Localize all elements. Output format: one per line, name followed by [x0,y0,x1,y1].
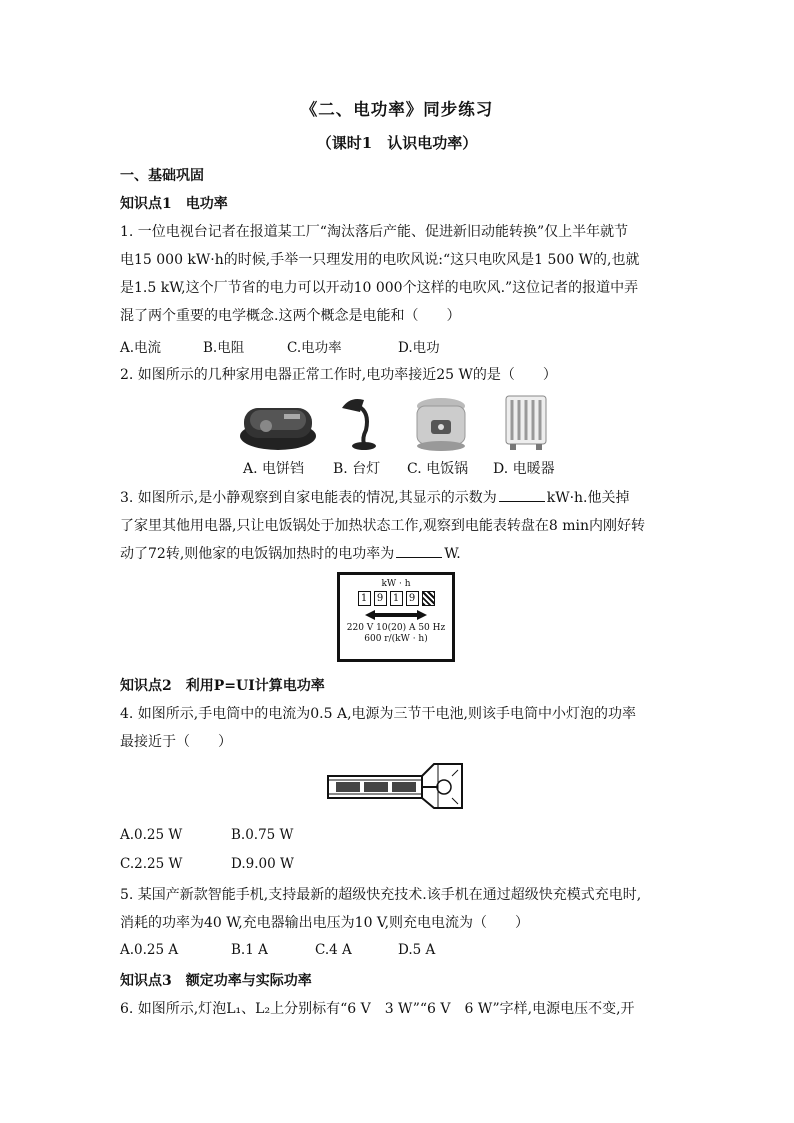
q2-text: 2. 如图所示的几种家用电器正常工作时,电功率接近25 W的是（ ） [120,367,557,383]
q3-line-3-b: W. [444,546,461,562]
caption-griddle: A. 电饼铛 [243,461,305,477]
meter-digit: 9 [406,591,419,606]
rice-cooker-image [413,394,469,452]
meter-spec-2: 600 r/(kW · h) [364,634,428,644]
meter-spec-1: 220 V 10(20) A 50 Hz [346,623,446,633]
knowledge-point-3: 知识点3 额定功率与实际功率 [120,973,312,989]
q4-option-a: A.0.25 W [120,827,183,843]
oil-heater-image [500,392,552,452]
caption-desk-lamp: B. 台灯 [333,461,381,477]
q1-line-4: 混了两个重要的电学概念.这两个概念是电能和（ ） [120,308,461,324]
knowledge-point-1: 知识点1 电功率 [120,196,228,212]
q1-option-a: A.电流 [120,340,162,356]
meter-digit: 1 [358,591,371,606]
meter-digit: 9 [374,591,387,606]
q3-line-1-b: kW·h.他关掉 [546,490,630,506]
q1-option-b: B.电阻 [203,340,245,356]
q5-option-d: D.5 A [398,942,436,958]
q4-line-2: 最接近于（ ） [120,734,232,750]
q1-option-d: D.电功 [398,340,440,356]
knowledge-point-2: 知识点2 利用P=UI计算电功率 [120,678,325,694]
q4-option-b: B.0.75 W [231,827,294,843]
q6-line-1: 6. 如图所示,灯泡L₁、L₂上分别标有“6 V 3 W”“6 V 6 W”字样,电源电压不变,开 [120,1001,635,1017]
q4-option-c: C.2.25 W [120,856,183,872]
q3-line-1 [120,487,630,507]
flashlight-diagram [326,762,466,810]
section-heading: 一、基础巩固 [120,168,204,184]
q1-option-c: C.电功率 [287,340,342,356]
q4-line-1: 4. 如图所示,手电筒中的电流为0.5 A,电源为三节干电池,则该手电筒中小灯泡的功率 [120,706,636,722]
meter-unit: kW · h [381,579,411,589]
q5-line-2: 消耗的功率为40 W,充电器输出电压为10 V,则充电电流为（ ） [120,915,530,931]
q4-option-d: D.9.00 W [231,856,294,872]
meter-decimal-digit [422,591,435,606]
q5-option-a: A.0.25 A [120,942,179,958]
q5-line-1: 5. 某国产新款智能手机,支持最新的超级快充技术.该手机在通过超级快充模式充电时, [120,887,642,903]
answer-blank-power[interactable] [396,543,442,558]
answer-blank-reading[interactable] [499,487,545,502]
q3-line-3-a: 动了72转,则他家的电饭锅加热时的电功率为 [120,546,395,562]
q1-line-2: 电15 000 kW·h的时候,手举一只理发用的电吹风说:“这只电吹风是1 500 W的,也就 [120,252,640,268]
griddle-image [238,396,318,452]
q3-line-1-a: 3. 如图所示,是小静观察到自家电能表的情况,其显示的示数为 [120,490,497,506]
caption-rice-cooker: C. 电饭锅 [407,461,469,477]
q5-option-c: C.4 A [315,942,352,958]
lesson-subtitle: （课时1 认识电功率） [316,134,478,152]
q1-line-3: 是1.5 kW,这个厂节省的电力可以开动10 000个这样的电吹风.”这位记者的报道中弄 [120,280,639,296]
q1-line-1: 1. 一位电视台记者在报道某工厂“淘汰落后产能、促进新旧动能转换”仅上半年就节 [120,224,629,240]
q3-line-2: 了家里其他用电器,只让电饭锅处于加热状态工作,观察到电能表转盘在8 min内刚好转 [120,518,646,534]
q3-line-3 [120,543,461,563]
meter-digit: 1 [390,591,403,606]
caption-heater: D. 电暖器 [493,461,555,477]
meter-digits [340,591,452,606]
energy-meter-figure [337,572,455,662]
document-title: 《二、电功率》同步练习 [300,100,494,119]
meter-disc-arrow-icon [361,609,431,621]
q5-option-b: B.1 A [231,942,268,958]
desk-lamp-image [336,394,384,452]
